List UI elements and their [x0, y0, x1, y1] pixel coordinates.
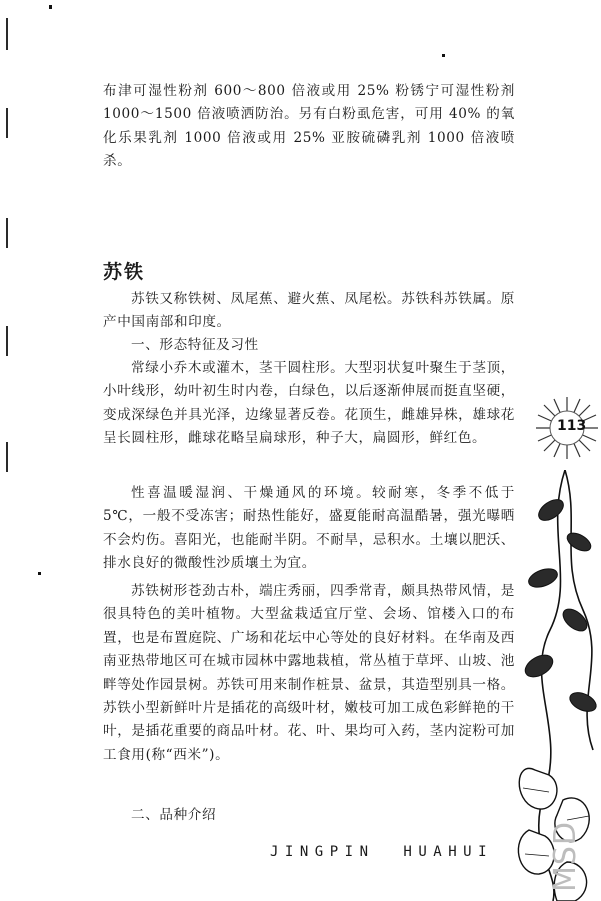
scan-mark	[442, 54, 445, 57]
scan-mark	[49, 5, 52, 9]
subheading-morphology: 一、形态特征及习性	[131, 337, 259, 353]
scan-mark	[38, 572, 41, 575]
running-footer: JINGPIN HUAHUI	[270, 844, 494, 860]
paragraph-intro: 苏铁又称铁树、凤尾蕉、避火蕉、凤尾松。苏铁科苏铁属。原产中国南部和印度。	[103, 291, 515, 331]
binding-edge	[6, 218, 8, 248]
binding-edge	[6, 326, 8, 356]
section-title: 苏铁	[103, 261, 146, 283]
page-number: 113	[557, 418, 587, 434]
paragraph-habit: 性喜温暖湿润、干燥通风的环境。较耐寒，冬季不低于 5℃，一般不受冻害；耐热性能好，盛夏能耐高温酷暑，强光曝晒不会灼伤。喜阳光，也能耐半阴。不耐旱，忌积水。土壤以肥沃、排水良好的微酸性沙质壤土为宜。	[103, 485, 515, 572]
binding-edge	[6, 108, 8, 138]
paragraph-morphology: 常绿小乔木或灌木，茎干圆柱形。大型羽状复叶聚生于茎顶，小叶线形，幼叶初生时内卷，白绿色，以后逐渐伸展而挺直坚硬，变成深绿色并具光泽，边缘显著反卷。花顶生，雌雄异株，雄球花呈长圆柱形，雌球花略呈扁球形，种子大，扁圆形，鲜红色。	[103, 360, 515, 447]
paragraph-uses: 苏铁树形苍劲古朴，端庄秀丽，四季常青，颇具热带风情，是很具特色的美叶植物。大型盆栽适宜厅堂、会场、馆楼入口的布置，也是布置庭院、广场和花坛中心等处的良好材料。在华南及西南亚热带地区可在城市园林中露地栽植，常丛植于草坪、山坡、池畔等处作园景树。苏铁可用来制作桩景、盆景，其造型别具一格。苏铁小型新鲜叶片是插花的高级叶材，嫩枝可加工成色彩鲜艳的干叶，是插花重要的商品叶材。花、叶、果均可入药，茎内淀粉可加工食用(称“西米”)。	[103, 583, 515, 763]
binding-edge	[6, 442, 8, 472]
binding-edge	[6, 18, 8, 50]
watermark: MSD	[548, 820, 583, 892]
paragraph-continued: 布津可湿性粉剂 600～800 倍液或用 25% 粉锈宁可湿性粉剂 1000～1500 倍液喷洒防治。另有白粉虱危害，可用 40% 的氧化乐果乳剂 1000 倍液或用 25% 亚胺硫磷乳剂 1000 倍液喷杀。	[103, 83, 516, 170]
subheading-varieties: 二、品种介绍	[131, 807, 217, 823]
